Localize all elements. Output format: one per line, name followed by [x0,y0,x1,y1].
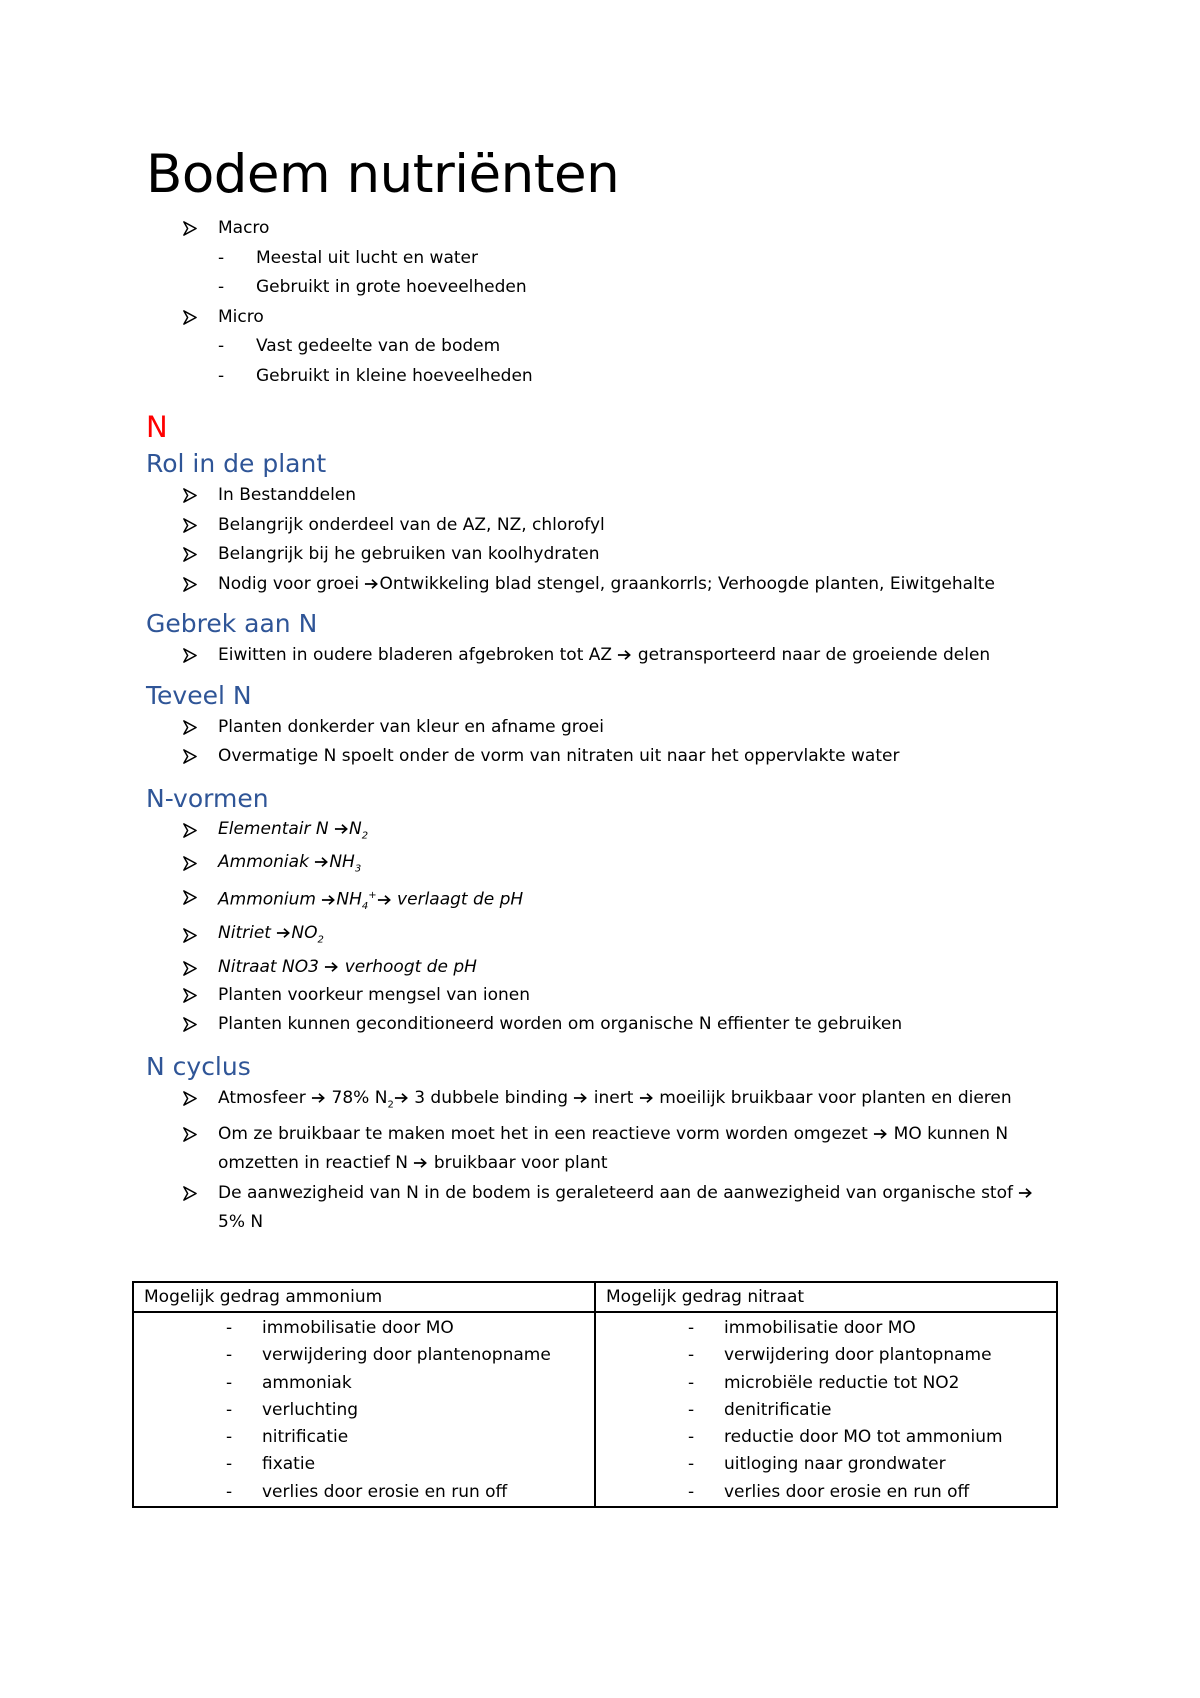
list-item: Atmosfeer 78% $N_2$ 3 dubbele binding inert moeilijk bruikbaar voor planten en dieren [146,1084,1066,1120]
list-item: Nitraat NO3 verhoogt de pH [146,954,1066,981]
right-arrow-icon [573,1092,588,1104]
table-cell-ammonium [133,1312,595,1507]
arrowhead-bullet-icon [182,214,200,244]
intro-list [146,303,1066,333]
list-item: Ammoniak $NH_3$ [146,849,1066,882]
arrowhead-bullet-icon [182,1120,200,1150]
right-arrow-icon [394,1092,409,1104]
right-arrow-icon [311,1092,326,1104]
micro-sublist [146,332,1066,391]
arrowhead-bullet-icon [182,816,200,846]
list-item: Belangrijk onderdeel van de AZ, NZ, chlorofyl [146,511,1066,541]
arrowhead-bullet-icon [182,954,200,984]
table-row [133,1312,1057,1507]
arrowhead-bullet-icon [182,920,200,950]
list-item: In Bestanddelen [146,481,1066,511]
list-item: - fixatie [226,1454,316,1475]
list-item: - immobilisatie door MO [688,1318,916,1338]
list-item: Planten donkerder van kleur en afname groei [146,713,1066,743]
list-item: - Vast gedeelte van de bodem [218,336,501,356]
arrowhead-bullet-icon [182,882,200,912]
intro-list [146,214,1066,244]
arrowhead-bullet-icon [182,570,200,600]
heading-gebrek: Gebrek aan N [146,609,318,638]
right-arrow-icon [364,578,379,590]
page-title: Bodem nutriënten [146,144,620,205]
list-item: - reductie door MO tot ammonium [688,1427,1003,1448]
table-cell-nitraat [595,1312,1057,1507]
document-page [146,138,1066,1238]
list-item: - verluchting [226,1399,359,1420]
arrowhead-bullet-icon [182,511,200,541]
list-item: Om ze bruikbaar te maken moet het in een reactieve vorm worden omgezet MO kunnen N omzetten in reactief N bruikbaar voor plant [146,1120,1066,1179]
list-item: - nitrificatie [226,1427,349,1448]
right-arrow-icon [334,823,349,835]
right-arrow-icon [639,1092,654,1104]
arrowhead-bullet-icon [182,303,200,333]
vormen-list [146,816,1066,1040]
arrowhead-bullet-icon [182,713,200,743]
right-arrow-icon [617,649,632,661]
gedrag-table [132,1281,1058,1508]
list-item: Elementair N $N_2$ [146,816,1066,849]
arrowhead-bullet-icon [182,1084,200,1114]
heading-vormen: N-vormen [146,783,269,813]
right-arrow-icon [314,856,329,868]
list-item: - ammoniak [226,1372,352,1393]
list-item: - verwijdering door plantenopname [226,1345,551,1366]
list-item: - Meestal uit lucht en water [218,247,478,268]
teveel-list [146,713,1066,772]
arrowhead-bullet-icon [182,481,200,511]
arrowhead-bullet-icon [182,742,200,772]
table-header-nitraat: Mogelijk gedrag nitraat [595,1282,1057,1312]
list-item: - microbiële reductie tot NO2 [688,1372,960,1393]
arrowhead-bullet-icon [182,1010,200,1040]
list-item: - Gebruikt in kleine hoeveelheden [218,365,533,386]
right-arrow-icon [413,1157,428,1169]
list-item: - uitloging naar grondwater [688,1454,946,1475]
right-arrow-icon [324,961,339,973]
arrowhead-bullet-icon [182,641,200,671]
right-arrow-icon [873,1128,888,1140]
list-item: De aanwezigheid van N in de bodem is geraleteerd aan de aanwezigheid van organische stof 5% N [146,1179,1066,1238]
list-item: Macro [146,214,1066,244]
list-item: - verwijdering door plantopname [688,1345,992,1366]
heading-rol: Rol in de plant [146,449,327,478]
table-header-ammonium: Mogelijk gedrag ammonium [133,1282,595,1312]
list-item: Nitriet $NO_2$ [146,920,1066,953]
list-item: - denitrificatie [688,1399,832,1420]
cyclus-list [146,1084,1066,1238]
heading-cyclus: N cyclus [146,1051,251,1081]
list-item: Planten kunnen geconditioneerd worden om organische N effienter te gebruiken [146,1010,1066,1040]
list-item: - verlies door erosie en run off [688,1481,970,1502]
list-item: Planten voorkeur mengsel van ionen [146,981,1066,1011]
right-arrow-icon [377,894,392,906]
table-header-row [133,1282,1057,1312]
arrowhead-bullet-icon [182,849,200,879]
list-item: Micro [146,303,1066,333]
gebrek-list [146,641,1066,671]
heading-teveel: Teveel N [146,680,252,710]
rol-list [146,481,1066,599]
right-arrow-icon [321,894,336,906]
arrowhead-bullet-icon [182,540,200,570]
list-item: - Gebruikt in grote hoeveelheden [218,277,527,297]
list-item: Ammonium $NH_4^+$ verlaagt de pH [146,882,1066,920]
list-item: - verlies door erosie en run off [226,1481,508,1502]
right-arrow-icon [1018,1187,1033,1199]
list-item: Belangrijk bij he gebruiken van koolhydraten [146,540,1066,570]
list-item: Overmatige N spoelt onder de vorm van nitraten uit naar het oppervlakte water [146,742,1066,772]
right-arrow-icon [276,927,291,939]
section-heading-n: N [146,410,168,444]
macro-sublist [146,244,1066,303]
list-item: - immobilisatie door MO [226,1318,454,1338]
arrowhead-bullet-icon [182,1179,200,1209]
list-item: Eiwitten in oudere bladeren afgebroken tot AZ getransporteerd naar de groeiende delen [146,641,1066,671]
arrowhead-bullet-icon [182,981,200,1011]
list-item: Nodig voor groei Ontwikkeling blad stengel, graankorrls; Verhoogde planten, Eiwitgehalte [146,570,1066,600]
